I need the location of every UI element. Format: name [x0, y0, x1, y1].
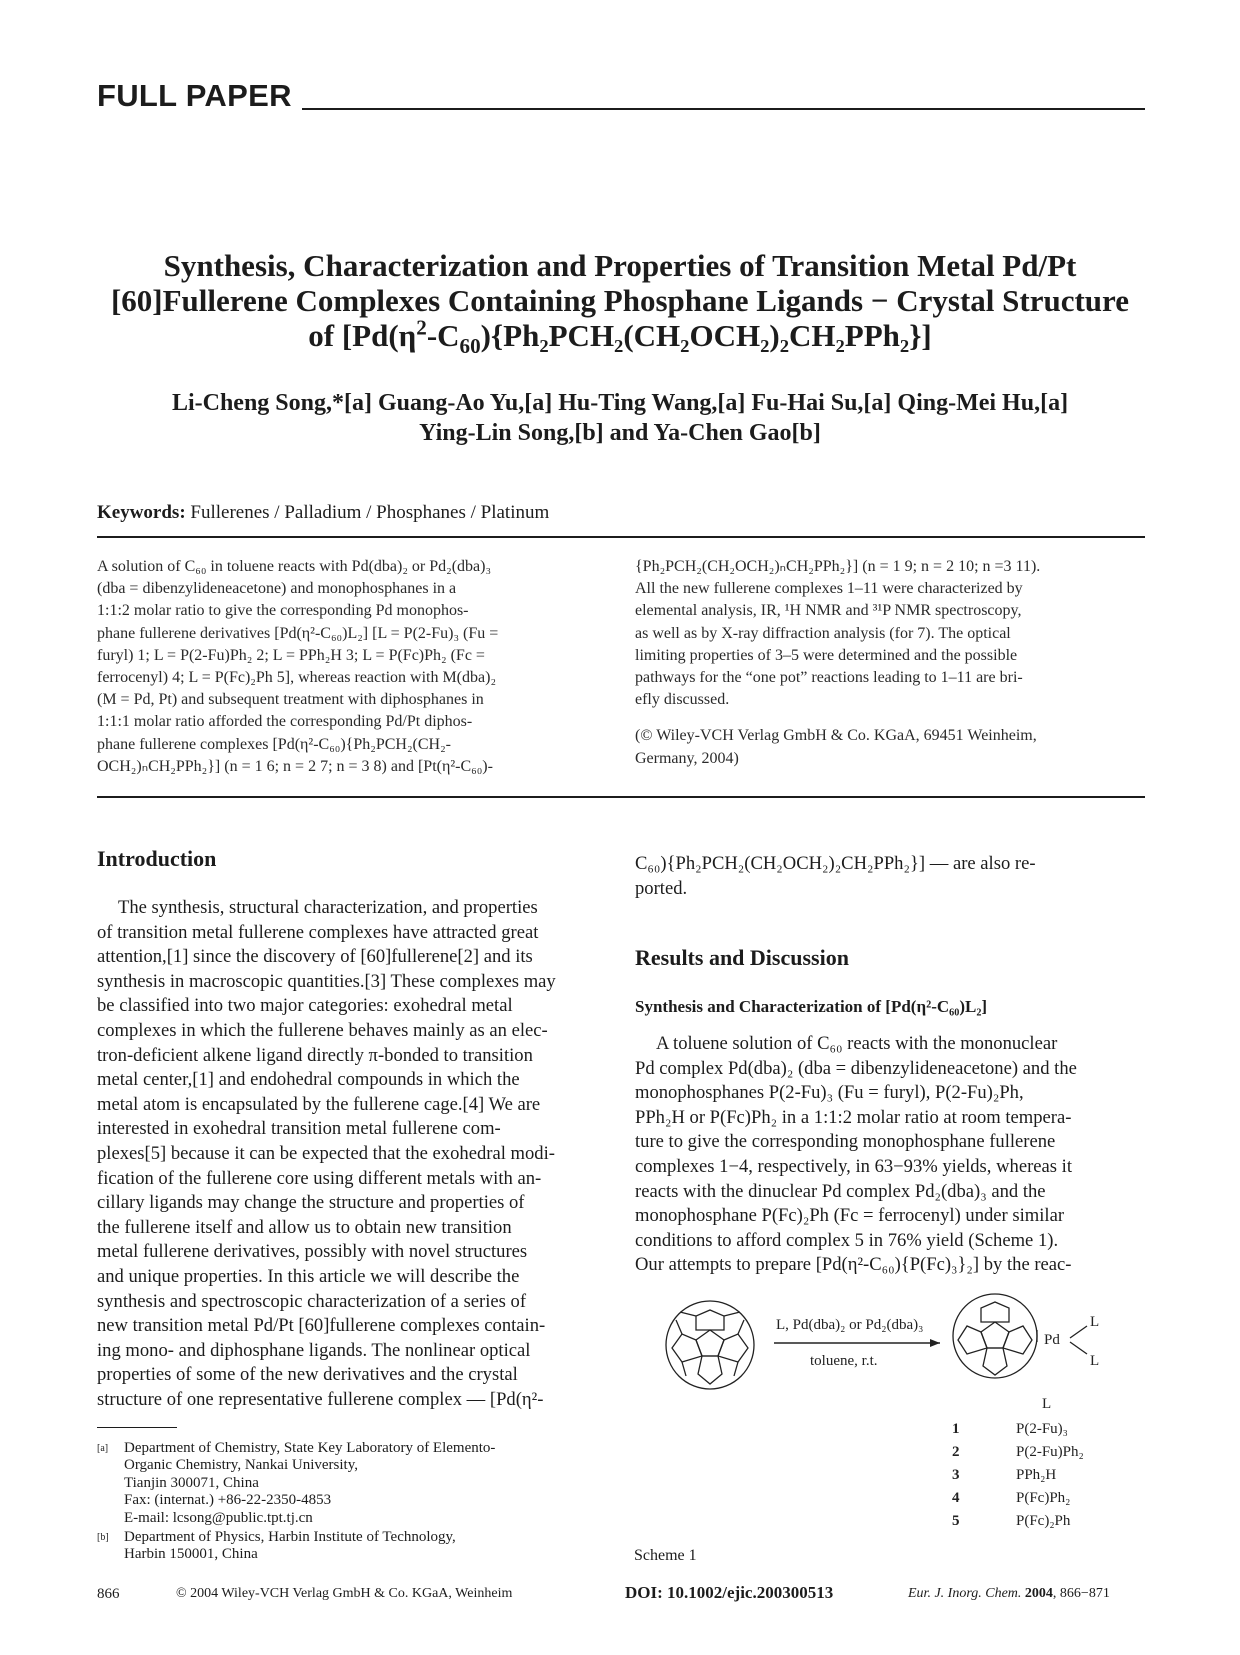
- scheme-ligand: L: [1090, 1353, 1100, 1369]
- text-line: metal atom is encapsulated by the fullerene cage.[4] We are: [97, 1093, 541, 1115]
- text-line: properties of some of the new derivatives and the crystal: [97, 1364, 518, 1386]
- scheme-caption: Scheme 1: [634, 1547, 697, 1564]
- abstract-copyright: (© Wiley-VCH Verlag GmbH & Co. KGaA, 69451 Weinheim,: [635, 727, 1037, 745]
- text-line: of transition metal fullerene complexes have attracted great: [97, 921, 539, 943]
- bond-line: [1070, 1342, 1087, 1354]
- text-line: monophosphanes P(2-Fu)₃ (Fu = furyl), P(2-Fu)₂Ph,: [635, 1082, 1024, 1104]
- footnote-line: Tianjin 300071, China: [124, 1474, 259, 1491]
- text-line: C₆₀){Ph₂PCH₂(CH₂OCH₂)₂CH₂PPh₂}] — are also re-: [635, 853, 1036, 874]
- journal-name: Eur. J. Inorg. Chem.: [908, 1586, 1022, 1601]
- text-line: fication of the fullerene core using different metals with an-: [97, 1167, 542, 1189]
- abstract-line: elemental analysis, IR, ¹H NMR and ³¹P NMR spectroscopy,: [635, 602, 1022, 620]
- affiliations: [0, 1440, 640, 1563]
- abstract-line: pathways for the “one pot” reactions leading to 1–11 are bri-: [635, 669, 1023, 687]
- abstract-line: furyl) 1; L = P(2-Fu)Ph₂ 2; L = PPh₂H 3; L = P(Fc)Ph₂ (Fc =: [97, 646, 485, 664]
- footnote-line: Organic Chemistry, Nankai University,: [124, 1457, 358, 1474]
- text-line: ported.: [635, 877, 688, 899]
- text-line: Pd complex Pd(dba)₂ (dba = dibenzylideneacetone) and the: [635, 1057, 1077, 1079]
- abstract-line: (dba = dibenzylideneacetone) and monophosphanes in a: [97, 580, 457, 598]
- scheme-1-figure: [660, 1290, 1150, 1540]
- results-heading: Results and Discussion: [635, 945, 849, 970]
- scheme-metal: Pd: [1044, 1332, 1060, 1348]
- compound-number: 3: [952, 1467, 960, 1483]
- abstract-line: (M = Pd, Pt) and subsequent treatment with diphosphanes in: [97, 691, 484, 709]
- compound-ligand: P(2-Fu)Ph₂: [1016, 1444, 1084, 1460]
- author-line: Li-Cheng Song,*[a] Guang-Ao Yu,[a] Hu-Ting Wang,[a] Fu-Hai Su,[a] Qing-Mei Hu,[a]: [171, 390, 1069, 416]
- footnote-b: [124, 1529, 624, 1564]
- abstract-line: efly discussed.: [635, 691, 730, 709]
- journal-year: 2004: [1024, 1586, 1053, 1601]
- abstract-line: 1:1:2 molar ratio to give the corresponding Pd monophos-: [97, 602, 469, 620]
- text-line: reacts with the dinuclear Pd complex Pd₂(dba)₃ and the: [635, 1180, 1046, 1202]
- footnote-line: Department of Chemistry, State Key Laboratory of Elemento-: [124, 1440, 496, 1456]
- journal-citation: [908, 1586, 1110, 1602]
- title-line: Synthesis, Characterization and Properties of Transition Metal Pd/Pt: [163, 248, 1077, 283]
- arrow-head: [930, 1339, 940, 1347]
- text-line: synthesis and spectroscopic characterization of a series of: [97, 1290, 527, 1312]
- text-line: metal center,[1] and endohedral compounds in which the: [97, 1069, 520, 1091]
- page-number: 866: [97, 1586, 120, 1602]
- compound-number: 2: [952, 1444, 960, 1460]
- text-line: metal fullerene derivatives, possibly with novel structures: [97, 1241, 528, 1263]
- compound-number: 4: [952, 1490, 960, 1506]
- intro-continuation: [635, 852, 1145, 901]
- footnote-line: E-mail: lcsong@public.tpt.tj.cn: [124, 1509, 313, 1526]
- footnote-line: Department of Physics, Harbin Institute of Technology,: [124, 1529, 456, 1545]
- section-label: FULL PAPER: [97, 78, 292, 113]
- compound-ligand: P(2-Fu)₃: [1016, 1421, 1068, 1437]
- text-line: monophosphane P(Fc)₂Ph (Fc = ferrocenyl) under similar: [635, 1205, 1065, 1227]
- text-line: plexes[5] because it can be expected that the exohedral modi-: [97, 1142, 555, 1164]
- compound-number: 1: [952, 1421, 960, 1437]
- abstract-line: A solution of C₆₀ in toluene reacts with Pd(dba)₂ or Pd₂(dba)₃: [97, 558, 492, 575]
- text-line: be classified into two major categories: exohedral metal: [97, 995, 513, 1017]
- text-line: attention,[1] since the discovery of [60]fullerene[2] and its: [97, 946, 533, 968]
- footnote-mark: [a]: [97, 1443, 109, 1454]
- abstract-line: ferrocenyl) 4; L = P(Fc)₂Ph 5], whereas reaction with M(dba)₂: [97, 669, 497, 687]
- abstract-line: 1:1:1 molar ratio afforded the corresponding Pd/Pt diphos-: [97, 713, 473, 731]
- text-line: complexes 1−4, respectively, in 63−93% yields, whereas it: [635, 1155, 1072, 1177]
- abstract-left-column: [97, 556, 611, 778]
- footnote-line: Fax: (internat.) +86-22-2350-4853: [124, 1492, 332, 1509]
- results-text: [635, 1032, 1145, 1278]
- footnote-mark: [b]: [97, 1532, 109, 1543]
- doi: DOI: 10.1002/ejic.200300513: [625, 1583, 834, 1602]
- compound-ligand: P(Fc)₂Ph: [1016, 1513, 1071, 1529]
- compound-ligand: P(Fc)Ph₂: [1016, 1490, 1071, 1506]
- abstract-line: All the new fullerene complexes 1–11 were characterized by: [635, 580, 1023, 598]
- abstract-right-column: [635, 556, 1145, 770]
- text-line: and unique properties. In this article we will describe the: [97, 1265, 520, 1287]
- footnote-rule: [97, 1427, 177, 1428]
- text-line: tron-deficient alkene ligand directly π-bonded to transition: [97, 1044, 533, 1066]
- journal-pages: , 866−871: [1052, 1586, 1110, 1601]
- text-line: PPh₂H or P(Fc)Ph₂ in a 1:1:2 molar ratio at room tempera-: [635, 1106, 1072, 1128]
- text-line: synthesis in macroscopic quantities.[3] These complexes may: [97, 970, 556, 992]
- title-text: of [Pd(η: [308, 318, 417, 353]
- text-line: structure of one representative fullerene complex — [Pd(η²-: [97, 1388, 544, 1410]
- footer-copyright: © 2004 Wiley-VCH Verlag GmbH & Co. KGaA, Weinheim: [176, 1586, 513, 1601]
- title-line: [60]Fullerene Complexes Containing Phosphane Ligands − Crystal Structure: [110, 283, 1130, 318]
- abstract-line: phane fullerene complexes [Pd(η²-C₆₀){Ph₂PCH₂(CH₂-: [97, 735, 451, 753]
- c60-reactant-icon: [666, 1301, 754, 1389]
- text-line: A toluene solution of C₆₀ reacts with the mononuclear: [656, 1033, 1058, 1054]
- table-header: L: [1042, 1396, 1052, 1412]
- text-line: new transition metal Pd/Pt [60]fullerene complexes contain-: [97, 1315, 546, 1337]
- scheme-ligand: L: [1090, 1314, 1100, 1330]
- footnote-a: [124, 1440, 624, 1527]
- compound-ligand: PPh₂H: [1016, 1467, 1057, 1483]
- text-line: ing mono- and diphosphane ligands. The nonlinear optical: [97, 1339, 531, 1361]
- footnote-line: Harbin 150001, China: [124, 1546, 258, 1563]
- title-text: ){Ph₂PCH₂(CH₂OCH₂)₂CH₂PPh₂}]: [480, 318, 932, 353]
- abstract-line: phane fullerene derivatives [Pd(η²-C₆₀)L₂] [L = P(2-Fu)₃ (Fu =: [97, 624, 499, 642]
- text-line: conditions to afford complex 5 in 76% yield (Scheme 1).: [635, 1229, 1059, 1251]
- keywords-label: Keywords:: [97, 502, 186, 523]
- keywords: [97, 502, 549, 524]
- title-text: -C: [426, 318, 460, 353]
- abstract-copyright: Germany, 2004): [635, 749, 739, 767]
- text-line: the fullerene itself and allow us to obtain new transition: [97, 1216, 512, 1238]
- compound-number: 5: [952, 1513, 960, 1529]
- bond-line: [1070, 1326, 1087, 1338]
- title-sub: 60: [459, 334, 481, 359]
- text-line: cillary ligands may change the structure and properties of: [97, 1192, 525, 1214]
- abstract-bottom-rule: [97, 796, 1145, 798]
- text-line: ture to give the corresponding monophosphane fullerene: [635, 1131, 1056, 1153]
- abstract-line: OCH₂)ₙCH₂PPh₂}] (n = 1 6; n = 2 7; n = 3 8) and [Pt(η²-C₆₀)-: [97, 757, 493, 775]
- text-line: Our attempts to prepare [Pd(η²-C₆₀){P(Fc)₃}₂] by the reac-: [635, 1254, 1072, 1276]
- results-subheading: Synthesis and Characterization of [Pd(η²-C₆₀)L₂]: [635, 997, 988, 1016]
- scheme-reagents: L, Pd(dba)₂ or Pd₂(dba)₃: [776, 1317, 924, 1333]
- abstract-line: limiting properties of 3–5 were determined and the possible: [635, 646, 1018, 664]
- author-list: [90, 388, 1150, 448]
- text-line: interested in exohedral transition metal fullerene com-: [97, 1118, 501, 1140]
- c60-product-icon: [953, 1294, 1037, 1378]
- title-line: [90, 315, 1150, 359]
- intro-heading: Introduction: [97, 846, 217, 871]
- text-line: The synthesis, structural characterization, and properties: [118, 897, 538, 918]
- keywords-text: Fullerenes / Palladium / Phosphanes / Platinum: [190, 502, 550, 523]
- abstract-line: {Ph₂PCH₂(CH₂OCH₂)ₙCH₂PPh₂}] (n = 1 9; n = 2 10; n =3 11).: [635, 558, 1041, 575]
- scheme-conditions: toluene, r.t.: [810, 1353, 878, 1369]
- paper-title: [90, 248, 1150, 359]
- abstract-line: as well as by X-ray diffraction analysis (for 7). The optical: [635, 624, 1011, 642]
- abstract-top-rule: [97, 536, 1145, 538]
- header-rule: [302, 108, 1145, 110]
- text-line: complexes in which the fullerene behaves mainly as an elec-: [97, 1019, 548, 1041]
- author-line: Ying-Lin Song,[b] and Ya-Chen Gao[b]: [419, 420, 821, 446]
- intro-text: [97, 896, 611, 1412]
- title-sup: 2: [416, 315, 427, 340]
